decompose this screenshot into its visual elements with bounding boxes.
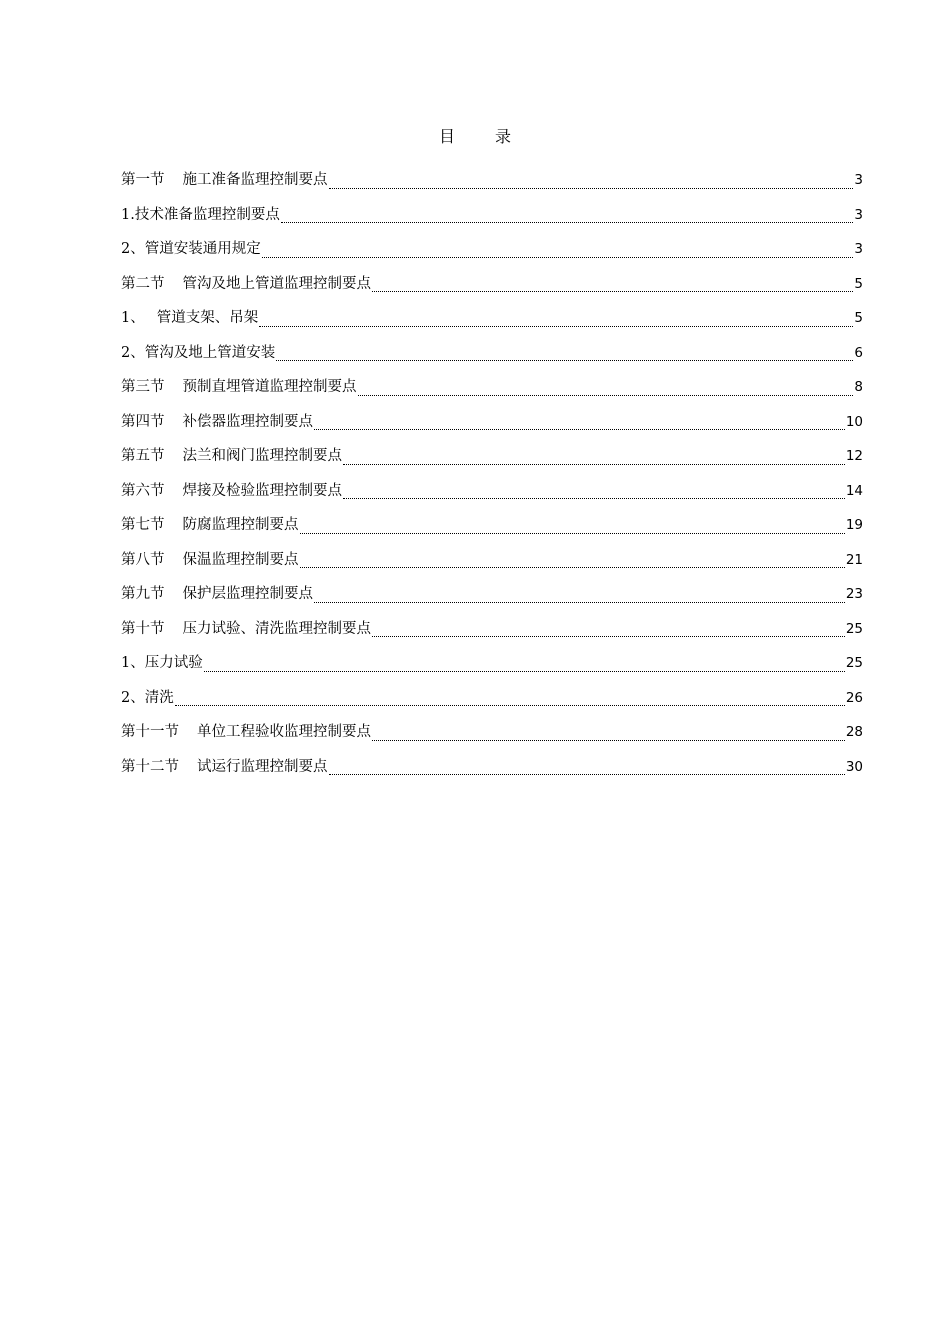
toc-entry[interactable]	[121, 442, 863, 477]
toc-entry-label	[121, 615, 371, 643]
toc-entry-label	[121, 201, 280, 229]
toc-entry-label	[121, 339, 275, 367]
toc-entry-title: 试运行监理控制要点	[197, 758, 328, 775]
toc-entry[interactable]	[121, 304, 863, 339]
toc-entry-title: 法兰和阀门监理控制要点	[182, 448, 342, 464]
toc-entry-title: 管沟及地上管道监理控制要点	[182, 275, 371, 292]
toc-leader-dots	[358, 395, 854, 396]
toc-entry[interactable]	[121, 615, 863, 650]
toc-leader-dots	[204, 671, 845, 672]
toc-entry[interactable]	[121, 408, 863, 443]
toc-page-number: 26	[845, 689, 863, 706]
toc-entry-number: 第十一节	[121, 724, 179, 740]
toc-entry-title: 预制直埋管道监理控制要点	[182, 379, 357, 395]
toc-entry-label	[121, 373, 357, 401]
toc-page-number: 12	[845, 448, 863, 464]
toc-entry-title: 单位工程验收监理控制要点	[197, 724, 371, 740]
toc-page-number: 19	[845, 517, 863, 533]
toc-page-number: 23	[845, 586, 863, 602]
toc-entry-label	[121, 511, 299, 539]
toc-leader-dots	[343, 498, 845, 499]
toc-entry[interactable]	[121, 201, 863, 236]
toc-entry-number: 2、	[121, 689, 145, 706]
toc-entry-number: 第二节	[121, 275, 165, 292]
toc-entry-number: 第八节	[121, 551, 165, 568]
toc-entry[interactable]	[121, 684, 863, 719]
toc-page-number: 3	[854, 172, 863, 188]
toc-page-number: 3	[854, 241, 863, 257]
toc-entry-label	[121, 304, 258, 332]
toc-page-number: 21	[845, 551, 863, 568]
toc-entry-number: 2、	[121, 241, 145, 257]
toc-entry[interactable]	[121, 339, 863, 374]
toc-entry[interactable]	[121, 580, 863, 615]
toc-page-number: 28	[845, 724, 863, 740]
toc-entry-title: 技术准备监理控制要点	[134, 206, 280, 223]
toc-entry-label	[121, 442, 342, 470]
toc-page-number: 6	[854, 344, 863, 361]
toc-entry-title: 压力试验	[144, 655, 203, 671]
toc-entry-title: 压力试验、清洗监理控制要点	[182, 620, 371, 637]
toc-entry[interactable]	[121, 166, 863, 201]
toc-leader-dots	[276, 360, 853, 361]
toc-leader-dots	[372, 740, 845, 741]
toc-entry-number: 2、	[121, 344, 145, 361]
toc-entry-number: 第十二节	[121, 758, 179, 775]
toc-entry-title: 管道安装通用规定	[144, 241, 261, 257]
toc-entry-number: 第五节	[121, 448, 165, 464]
toc-entry-title: 管沟及地上管道安装	[144, 344, 276, 361]
toc-entry-label	[121, 477, 342, 505]
toc-list	[121, 166, 863, 787]
toc-leader-dots	[343, 464, 845, 465]
toc-entry-number: 第十节	[121, 620, 165, 637]
toc-entry-title: 保护层监理控制要点	[182, 586, 313, 602]
toc-page-number: 8	[854, 379, 863, 395]
toc-page-number: 10	[845, 413, 863, 430]
toc-entry-number: 第四节	[121, 413, 165, 430]
toc-entry-title: 管道支架、吊架	[156, 310, 259, 326]
toc-entry-number: 第一节	[121, 172, 165, 188]
toc-leader-dots	[314, 602, 845, 603]
toc-entry-label	[121, 408, 313, 436]
toc-page-number: 3	[854, 206, 863, 223]
toc-entry-label	[121, 649, 203, 677]
toc-entry[interactable]	[121, 718, 863, 753]
toc-entry-number: 1、	[121, 310, 145, 326]
toc-title	[0, 125, 950, 149]
toc-entry[interactable]	[121, 753, 863, 788]
toc-leader-dots	[259, 326, 853, 327]
toc-entry-number: 第九节	[121, 586, 165, 602]
toc-page-number: 14	[845, 482, 863, 499]
toc-page-number: 5	[854, 275, 863, 292]
toc-entry-label	[121, 546, 299, 574]
toc-leader-dots	[372, 291, 853, 292]
toc-entry-title: 清洗	[144, 689, 174, 706]
toc-leader-dots	[262, 257, 854, 258]
toc-leader-dots	[372, 636, 845, 637]
toc-entry[interactable]	[121, 270, 863, 305]
toc-page-number: 25	[845, 655, 863, 671]
toc-entry-number: 1、	[121, 655, 145, 671]
toc-title-right: 录	[495, 127, 512, 146]
toc-entry-label	[121, 270, 371, 298]
toc-entry-label	[121, 753, 328, 781]
toc-leader-dots	[329, 188, 854, 189]
toc-entry-title: 焊接及检验监理控制要点	[182, 482, 342, 499]
toc-title-left: 目	[438, 127, 455, 146]
toc-entry-label	[121, 684, 174, 712]
toc-entry-number: 第三节	[121, 379, 165, 395]
toc-entry[interactable]	[121, 373, 863, 408]
toc-leader-dots	[175, 705, 845, 706]
toc-entry[interactable]	[121, 477, 863, 512]
toc-page-number: 30	[845, 758, 863, 775]
toc-entry[interactable]	[121, 511, 863, 546]
toc-entry-label	[121, 166, 328, 194]
toc-entry-title: 保温监理控制要点	[182, 551, 299, 568]
toc-entry-number: 第七节	[121, 517, 165, 533]
toc-entry[interactable]	[121, 235, 863, 270]
toc-entry-label	[121, 718, 371, 746]
toc-entry-number: 第六节	[121, 482, 165, 499]
toc-page-number: 5	[854, 310, 863, 326]
toc-entry-title: 防腐监理控制要点	[182, 517, 299, 533]
toc-leader-dots	[329, 774, 845, 775]
toc-leader-dots	[300, 533, 845, 534]
toc-entry-title: 补偿器监理控制要点	[182, 413, 313, 430]
toc-entry[interactable]	[121, 546, 863, 581]
toc-entry[interactable]	[121, 649, 863, 684]
toc-leader-dots	[300, 567, 845, 568]
toc-leader-dots	[314, 429, 845, 430]
toc-entry-number: 1.	[121, 206, 135, 223]
toc-leader-dots	[281, 222, 854, 223]
toc-entry-label	[121, 235, 261, 263]
toc-entry-label	[121, 580, 313, 608]
toc-entry-title: 施工准备监理控制要点	[182, 172, 328, 188]
toc-page-number: 25	[845, 620, 863, 637]
